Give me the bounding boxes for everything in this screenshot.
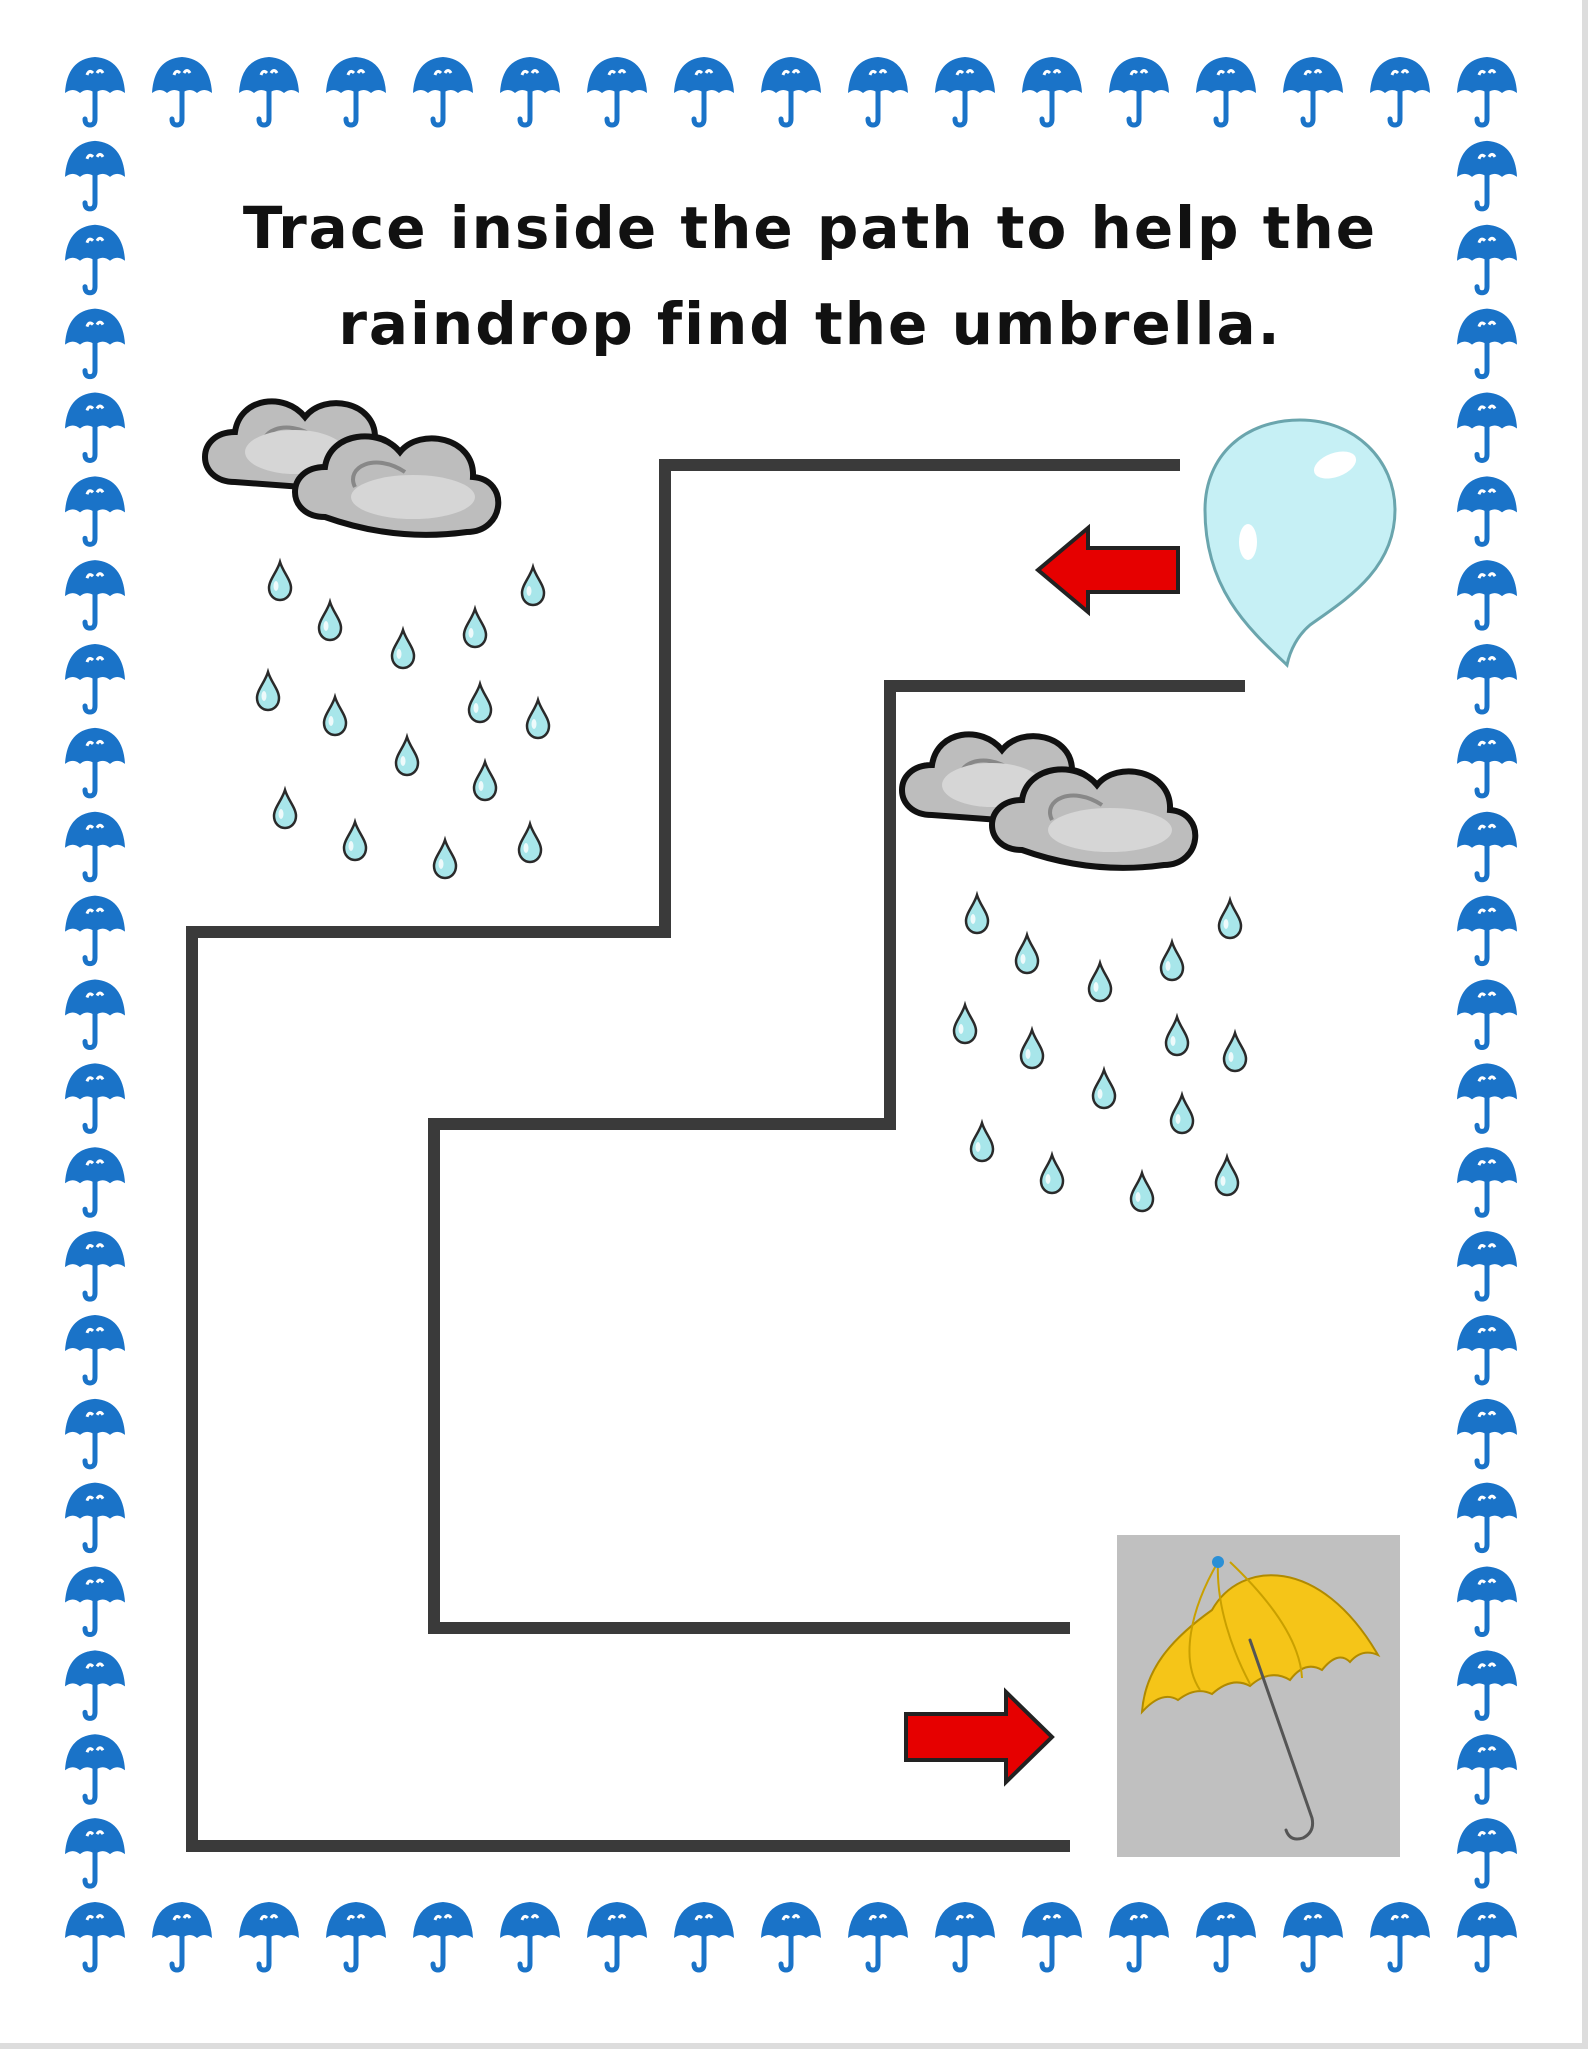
border-umbrella-icon [674, 1902, 734, 1970]
border-umbrella-icon [326, 1902, 386, 1970]
border-umbrella-icon [65, 644, 125, 712]
border-umbrella-icon [1457, 1650, 1517, 1718]
border-umbrella-icon [935, 1902, 995, 1970]
border-umbrella-icon [65, 1063, 125, 1131]
border-umbrella-icon [1457, 1567, 1517, 1635]
border-umbrella-icon [1457, 141, 1517, 209]
border-umbrella-icon [1457, 1902, 1517, 1970]
rain-cloud-icon [205, 401, 549, 878]
border-umbrella-icon [65, 1315, 125, 1383]
border-umbrella-icon [587, 1902, 647, 1970]
border-umbrella-icon [1457, 728, 1517, 796]
border-umbrella-icon [1457, 476, 1517, 544]
border-umbrella-icon [848, 1902, 908, 1970]
border-umbrella-icon [1109, 1902, 1169, 1970]
worksheet-instructions [200, 180, 1420, 372]
border-umbrella-icon [65, 1483, 125, 1551]
border-umbrella-icon [65, 1818, 125, 1886]
border-umbrella-icon [935, 57, 995, 125]
border-umbrella-icon [1457, 225, 1517, 293]
border-umbrella-icon [65, 1567, 125, 1635]
border-umbrella-icon [1457, 392, 1517, 460]
border-umbrella-icon [761, 1902, 821, 1970]
instruction-line-2: raindrop find the umbrella. [338, 290, 1282, 358]
border-umbrella-icon [1196, 1902, 1256, 1970]
border-umbrella-icon [1457, 1734, 1517, 1802]
border-umbrella-icon [65, 812, 125, 880]
border-umbrella-icon [65, 1902, 125, 1970]
border-umbrella-icon [500, 1902, 560, 1970]
border-umbrella-icon [1457, 980, 1517, 1048]
border-umbrella-icon [1457, 1063, 1517, 1131]
border-umbrella-icon [1283, 1902, 1343, 1970]
border-umbrella-icon [1457, 812, 1517, 880]
border-umbrella-icon [152, 1902, 212, 1970]
border-umbrella-icon [65, 392, 125, 460]
border-umbrella-icon [65, 560, 125, 628]
border-umbrella-icon [1457, 1147, 1517, 1215]
border-umbrella-icon [1022, 57, 1082, 125]
border-umbrella-icon [326, 57, 386, 125]
border-umbrella-icon [1457, 1315, 1517, 1383]
border-umbrella-icon [1022, 1902, 1082, 1970]
maze-path [192, 465, 1245, 1846]
border-umbrella-icon [1457, 1231, 1517, 1299]
border-umbrella-icon [1283, 57, 1343, 125]
border-umbrella-icon [65, 309, 125, 377]
border-umbrella-icon [65, 225, 125, 293]
border-umbrella-icon [239, 57, 299, 125]
border-umbrella-icon [65, 476, 125, 544]
start-arrow-icon [1038, 528, 1178, 612]
border-umbrella-icon [1370, 57, 1430, 125]
goal-arrow-icon [906, 1692, 1052, 1782]
border-umbrella-icon [65, 896, 125, 964]
maze-wall-outer [192, 465, 1180, 1846]
border-umbrella-icon [65, 980, 125, 1048]
border-umbrella-icon [1457, 1818, 1517, 1886]
border-umbrella-icon [1109, 57, 1169, 125]
border-umbrella-icon [65, 1734, 125, 1802]
border-umbrella-icon [1457, 1399, 1517, 1467]
border-umbrella-icon [761, 57, 821, 125]
border-umbrella-icon [239, 1902, 299, 1970]
border-umbrella-icon [674, 57, 734, 125]
border-umbrella-icon [413, 57, 473, 125]
border-umbrella-icon [1370, 1902, 1430, 1970]
border-umbrella-icon [1196, 57, 1256, 125]
instruction-line-1: Trace inside the path to help the [242, 194, 1378, 262]
border-umbrella-icon [1457, 560, 1517, 628]
border-umbrella-icon [152, 57, 212, 125]
border-umbrella-icon [848, 57, 908, 125]
raindrop-icon[interactable] [1205, 420, 1395, 665]
umbrella-icon[interactable] [1117, 1535, 1400, 1857]
border-umbrella-icon [65, 141, 125, 209]
border-umbrella-icon [65, 57, 125, 125]
border-umbrella-icon [65, 728, 125, 796]
border-umbrella-icon [1457, 896, 1517, 964]
border-umbrella-icon [587, 57, 647, 125]
border-umbrella-icon [500, 57, 560, 125]
border-umbrella-icon [413, 1902, 473, 1970]
border-umbrella-icon [1457, 309, 1517, 377]
border-umbrella-icon [65, 1147, 125, 1215]
border-umbrella-icon [1457, 57, 1517, 125]
rain-cloud-icon [902, 734, 1246, 1211]
border-umbrella-icon [1457, 1483, 1517, 1551]
border-umbrella-icon [65, 1650, 125, 1718]
border-umbrella-icon [65, 1399, 125, 1467]
border-umbrella-icon [1457, 644, 1517, 712]
border-umbrella-icon [65, 1231, 125, 1299]
